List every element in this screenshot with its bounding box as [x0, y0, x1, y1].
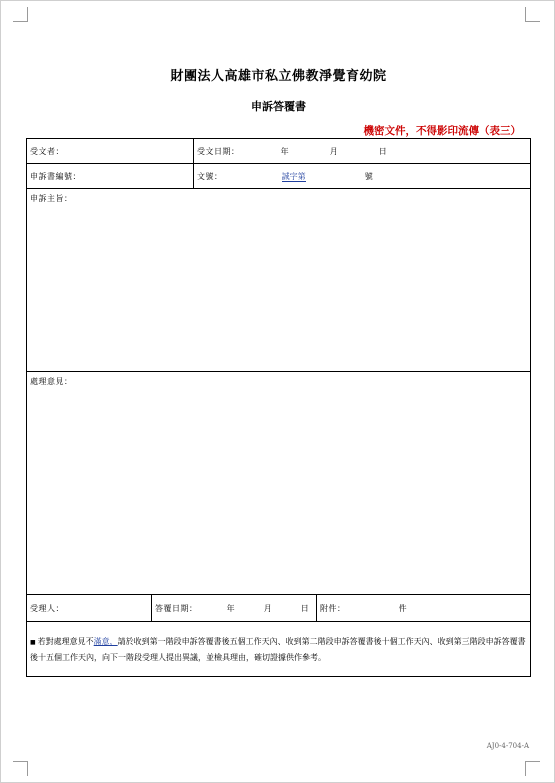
- page-code: AJ0-4-704-A: [486, 742, 529, 750]
- receive-date-label: 受文日期：: [197, 146, 240, 156]
- crop-mark-top-left: [13, 7, 28, 22]
- confidential-notice: 機密文件，不得影印流傳（表三）: [363, 125, 521, 137]
- reply-date-month: 月: [263, 603, 272, 613]
- crop-mark-bottom-left: [13, 761, 28, 776]
- form-row-complaint-no: [27, 164, 531, 189]
- note-text-part1: 若對處理意見不: [37, 636, 94, 646]
- recipient-cell[interactable]: [27, 139, 194, 164]
- document-title: 財團法人高雄市私立佛教淨覺育幼院: [170, 69, 387, 84]
- opinion-cell[interactable]: [27, 372, 531, 595]
- form-row-handler: [27, 595, 531, 622]
- receive-date-month: 月: [329, 146, 338, 156]
- form-row-opinion: [27, 372, 531, 595]
- recipient-label: 受文者：: [30, 146, 64, 156]
- reply-date-label: 答覆日期：: [155, 603, 198, 613]
- note-text-part2: 請於收到第一階段申訴答覆書後五個工作天內、收到第二階段申訴答覆書後十個工作天內、收到第三階段申訴答覆書後十五個工作天內，向下一階段受理人提出異議，並檢具理由，確切證據供作參考。: [30, 636, 526, 662]
- opinion-label: 處理意見：: [30, 377, 73, 386]
- reply-date-cell[interactable]: [152, 595, 317, 622]
- form-row-note: [27, 622, 531, 677]
- reply-date-day: 日: [300, 603, 309, 613]
- doc-no-prefix: 誠字第: [281, 171, 306, 181]
- complaint-no-cell[interactable]: [27, 164, 194, 189]
- note-text-underlined: 滿意，: [93, 636, 118, 646]
- form-row-recipient: [27, 139, 531, 164]
- receive-date-year: 年: [280, 146, 289, 156]
- handler-label: 受理人：: [30, 603, 64, 613]
- receive-date-cell[interactable]: [194, 139, 531, 164]
- receive-date-day: 日: [378, 146, 387, 156]
- doc-no-suffix: 號: [364, 171, 373, 181]
- attachment-unit: 件: [398, 603, 407, 613]
- doc-no-cell[interactable]: [194, 164, 531, 189]
- crop-mark-bottom-right: [525, 761, 540, 776]
- doc-no-label: 文號：: [197, 171, 223, 181]
- subject-cell[interactable]: [27, 189, 531, 372]
- document-subtitle: 申訴答覆書: [251, 100, 306, 113]
- bullet-icon: ■: [30, 638, 36, 646]
- attachment-cell[interactable]: [317, 595, 531, 622]
- handler-cell[interactable]: [27, 595, 152, 622]
- attachment-label: 附件：: [320, 603, 346, 613]
- reply-date-year: 年: [226, 603, 235, 613]
- reply-form-table: [26, 138, 531, 677]
- subject-label: 申訴主旨：: [30, 194, 73, 203]
- form-row-subject: [27, 189, 531, 372]
- crop-mark-top-right: [525, 7, 540, 22]
- complaint-no-label: 申訴書編號：: [30, 171, 81, 181]
- note-cell: [27, 622, 531, 677]
